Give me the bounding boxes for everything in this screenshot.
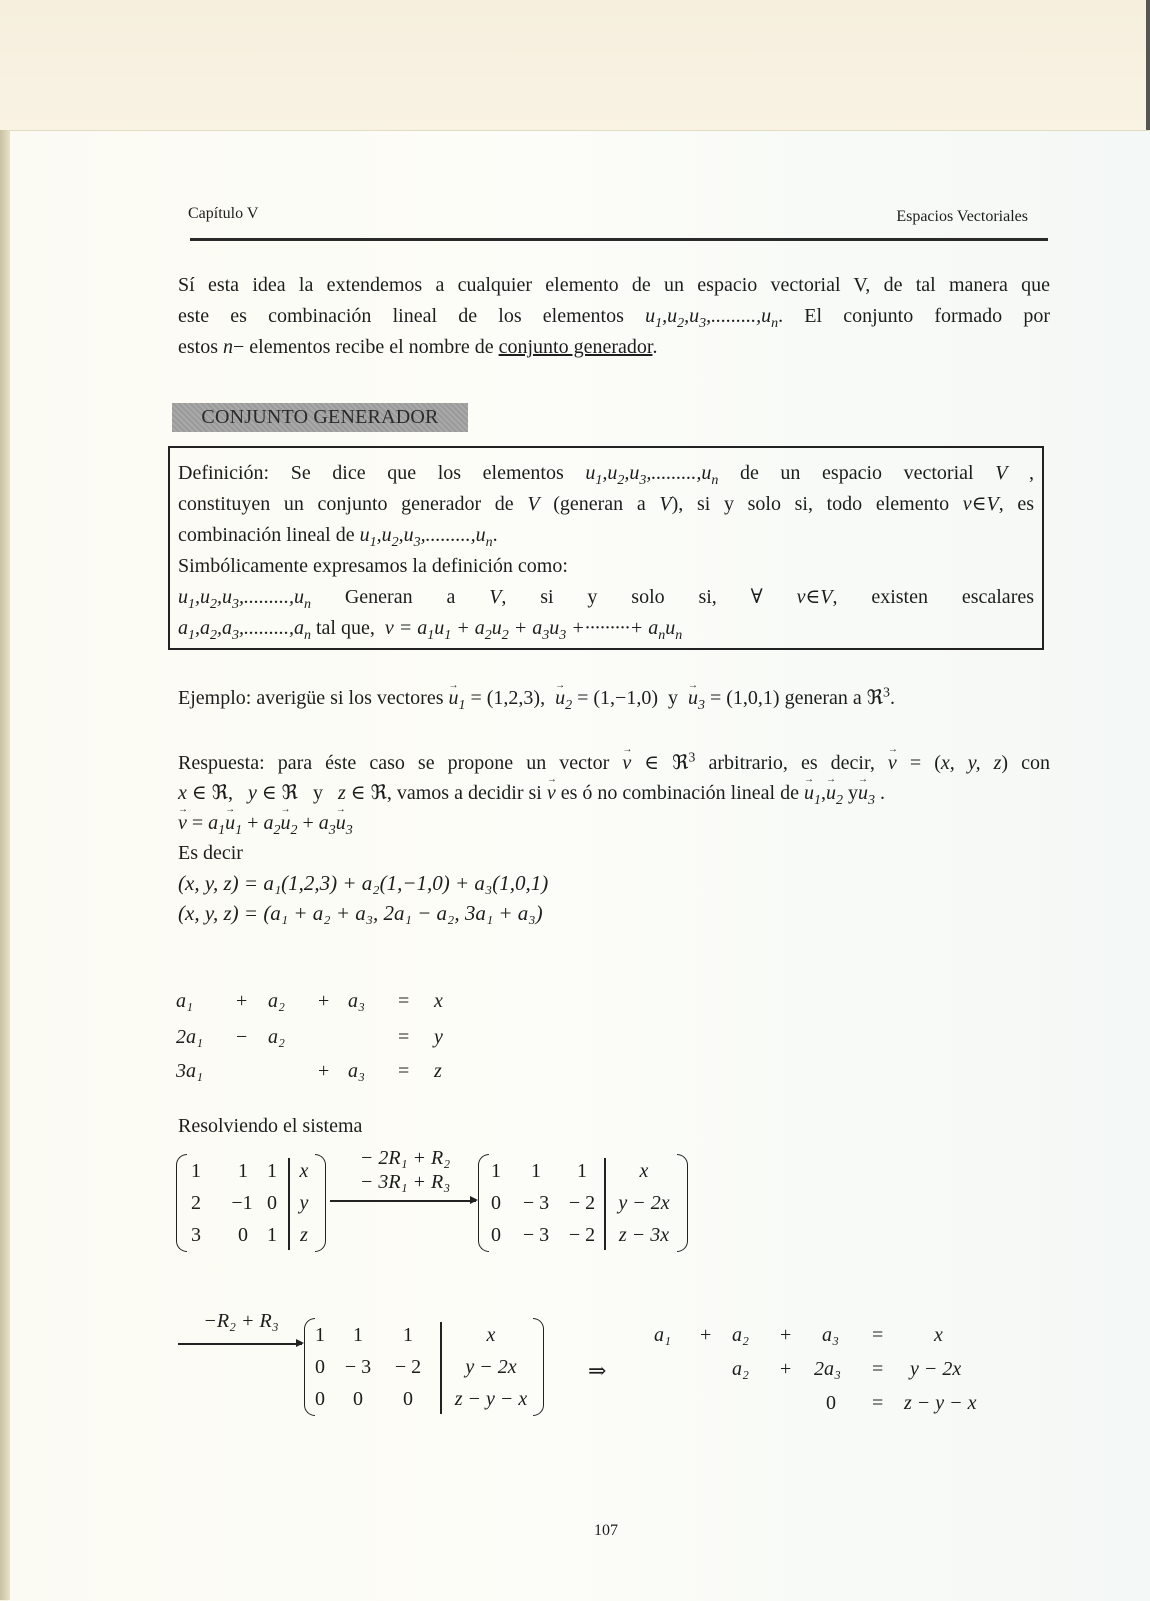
def-line-3: combinación lineal de $u_1,u_2,u_3,.........,u_n$.	[178, 524, 498, 550]
equation-collect: (x, y, z) = (a₁ + a₂ + a₃, 2a₁ − a₂, 3a₁ + a₃)	[178, 901, 543, 925]
linear-system-2: a₁ + a₂ + a₃ = x a₂ + 2a₃ = y − 2x 0 = z − y − x	[654, 1324, 977, 1414]
arrow-right-icon-2	[178, 1343, 302, 1345]
intro-line-3: estos n− elementos recibe el nombre de conjunto generador.	[178, 336, 658, 358]
row-ops-2: −R₂ + R₃	[203, 1310, 279, 1332]
arrow-right-icon	[330, 1200, 476, 1202]
section-title: Espacios Vectoriales	[896, 208, 1028, 225]
augmented-matrix-3: 1 1 1 x 0 − 3 − 2 y − 2x 0 0 0 z − y − x	[304, 1324, 544, 1420]
answer-line-1: Respuesta: para éste caso se propone un vector → v ∈ ℜ$^3$ arbitrario, es decir, → v = (x, y, z) con	[178, 748, 1050, 778]
def-line-1: Definición: Se dice que los elementos $u_1,u_2,u_3,.........,u_n$ de un espacio vectorial V ,	[178, 462, 1035, 488]
def-line-5: $u_1,u_2,u_3,.........,u_n$ Generan a V, si y solo si, ∀ v∈V, existen escalares	[178, 586, 1035, 612]
section-banner: CONJUNTO GENERADOR	[172, 403, 468, 432]
page-number: 107	[594, 1522, 618, 1539]
example-statement: Ejemplo: averigüe si los vectores → $u_1 = (1,2,3)$, → $u_2 = (1,-1,0) y \to u_3 = (1,0,1)$ generan a ℜ$^3$.	[178, 683, 1050, 714]
row-ops-1: − 2R₁ + R₂ − 3R₁ + R₃	[359, 1147, 451, 1193]
solving-label: Resolviendo el sistema	[178, 1115, 363, 1137]
def-line-4: Simbólicamente expresamos la definición como:	[178, 555, 568, 577]
def-line-2: constituyen un conjunto generador de V (generan a V), si y solo si, todo elemento v∈V, es	[178, 493, 1035, 515]
page-binding	[0, 130, 10, 1600]
term-conjunto-generador: conjunto generador	[498, 336, 653, 358]
linear-system-1: a₁ + a₂ + a₃ = x 2a₁ − a₂ = y 3a₁ + a₃ = z	[176, 990, 443, 1082]
background-sheet	[0, 0, 1150, 132]
chapter-label: Capítulo V	[188, 205, 259, 222]
answer-block	[178, 748, 1050, 928]
header-rule	[190, 238, 1048, 241]
answer-line-3: → $v = a_1\to u_1 + a_2\to u_2 + a_3\to u_3$	[178, 808, 1050, 838]
es-decir-label: Es decir	[178, 842, 243, 864]
intro-line-1: Sí esta idea la extendemos a cualquier elemento de un espacio vectorial V, de tal manera que	[178, 274, 1050, 296]
augmented-matrix-1: 1 1 1 x 2 −1 0 y 3 0 1 z	[176, 1160, 326, 1256]
def-line-6: $a_1,a_2,a_3,.........,a_n$ tal que, $v = a_1u_1 + a_2u_2 + a_3u_3$ +·········+ $a_nu_n$	[178, 617, 683, 643]
equation-expand: (x, y, z) = a₁(1,2,3) + a₂(1,−1,0) + a₃(1,0,1)	[178, 871, 549, 895]
answer-line-2: x ∈ ℜ, y ∈ ℜ y z ∈ ℜ, vamos a decidir si → v es ó no combinación lineal de → $u_1,\to u_2$ $y\to u_3$ .	[178, 778, 1050, 808]
implies-icon: ⇒	[588, 1358, 607, 1383]
intro-paragraph	[178, 270, 1050, 363]
definition-box	[168, 446, 1044, 650]
intro-line-2: este es combinación lineal de los elementos $u_1,u_2,u_3,.........,u_n$. El conjunto formado por	[178, 305, 1050, 331]
math-u-list: $u_1,u_2,u_3,.........,u_n$	[645, 305, 779, 331]
augmented-matrix-2: 1 1 1 x 0 − 3 − 2 y − 2x 0 − 3 − 2 z − 3x	[478, 1160, 688, 1256]
